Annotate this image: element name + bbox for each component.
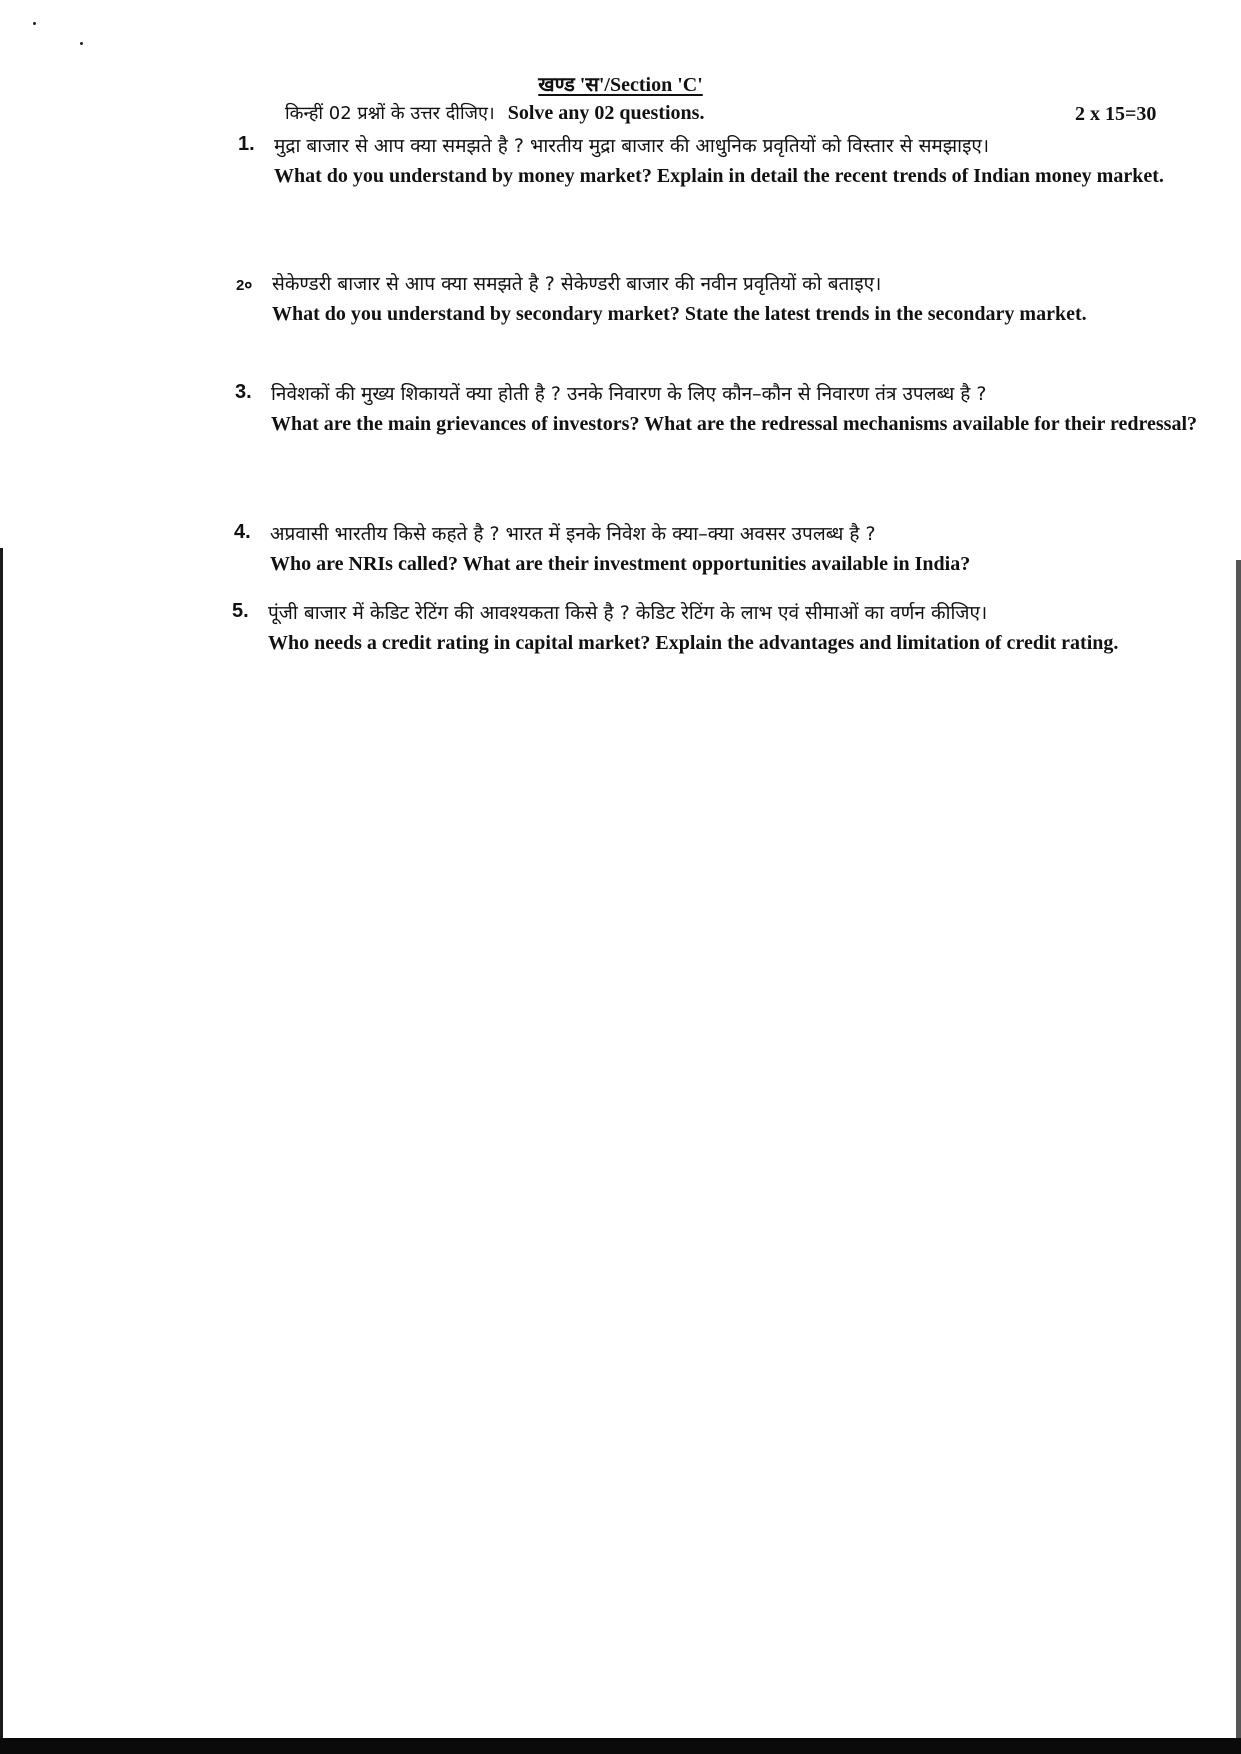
question-number: 5. — [232, 600, 249, 622]
question-hindi: सेकेण्डरी बाजार से आप क्या समझते है ? सेकेण्डरी बाजार की नवीन प्रवृतियों को बताइए। — [272, 273, 882, 295]
question-english: What do you understand by money market? Explain in detail the recent trends of Indian money market. — [274, 165, 1164, 187]
question-hindi: पूंजी बाजार में केडिट रेटिंग की आवश्यकता किसे है ? केडिट रेटिंग के लाभ एवं सीमाओं का वर्णन कीजिए। — [268, 602, 988, 624]
instruction-line — [285, 101, 704, 125]
question-number: 4. — [234, 521, 251, 543]
scan-speck — [33, 22, 36, 25]
scan-edge-left — [0, 548, 3, 1738]
section-title-text: खण्ड 'स'/Section 'C' — [538, 74, 703, 96]
marks-allocation: 2 x 15=30 — [1075, 103, 1157, 125]
question-hindi: अप्रवासी भारतीय किसे कहते है ? भारत में इनके निवेश के क्या–क्या अवसर उपलब्ध है ? — [270, 523, 876, 545]
scan-speck — [80, 42, 83, 45]
question-2 — [236, 271, 1212, 326]
question-hindi: निवेशकों की मुख्य शिकायतें क्या होती है ? उनके निवारण के लिए कौन–कौन से निवारण तंत्र उपलब्ध है ? — [271, 383, 987, 405]
question-english: What do you understand by secondary market? State the latest trends in the secondary market. — [272, 303, 1087, 325]
question-english: What are the main grievances of investors? What are the redressal mechanisms available for their redressal? — [271, 413, 1198, 435]
question-4 — [234, 521, 1210, 576]
question-number: 3. — [235, 381, 252, 403]
question-number: 2० — [236, 277, 253, 294]
instruction-hindi: किन्हीं 02 प्रश्नों के उत्तर दीजिए। — [285, 103, 495, 124]
question-5 — [232, 600, 1208, 655]
question-english: Who are NRIs called? What are their investment opportunities available in India? — [270, 553, 971, 575]
scan-edge-bottom — [0, 1738, 1241, 1754]
question-3 — [235, 381, 1211, 436]
section-title — [0, 70, 1241, 97]
question-hindi: मुद्रा बाजार से आप क्या समझते है ? भारतीय मुद्रा बाजार की आधुनिक प्रवृतियों को विस्तार से समझाइए। — [274, 135, 990, 157]
instruction-english: Solve any 02 questions. — [507, 102, 705, 124]
question-1 — [238, 133, 1214, 188]
scan-edge-right — [1236, 560, 1241, 1738]
question-number: 1. — [238, 133, 255, 155]
question-english: Who needs a credit rating in capital market? Explain the advantages and limitation of credit rating. — [268, 632, 1119, 654]
